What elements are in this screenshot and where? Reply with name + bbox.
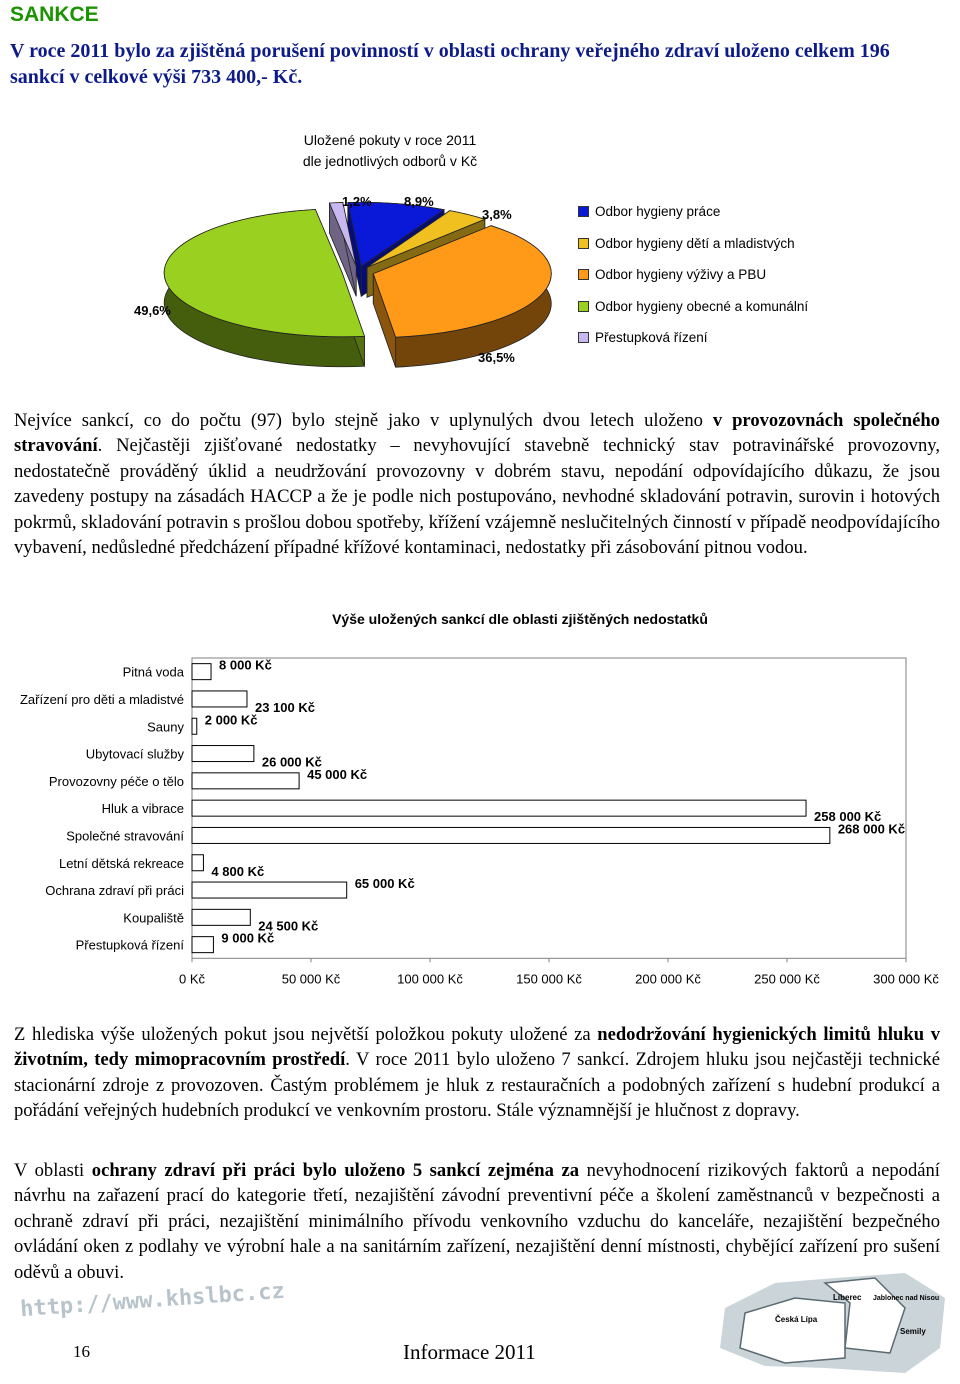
legend-swatch	[578, 269, 589, 280]
x-tick-label: 150 000 Kč	[516, 971, 582, 987]
legend-item	[578, 196, 808, 228]
footer-url: http://www.khslbc.cz	[19, 1278, 286, 1323]
data-label: 8 000 Kč	[219, 657, 272, 673]
x-tick-label: 300 000 Kč	[873, 971, 939, 987]
legend-label: Přestupková řízení	[595, 330, 708, 346]
pie-chart-subtitle: dle jednotlivých odborů v Kč	[302, 153, 478, 169]
data-label: 45 000 Kč	[307, 766, 368, 782]
bar	[192, 691, 247, 707]
bar	[192, 937, 213, 953]
pie-label-hygiena-prace: 8,9%	[404, 194, 434, 209]
legend-label: Odbor hygieny dětí a mladistvých	[595, 235, 795, 251]
data-label: 268 000 Kč	[837, 821, 906, 837]
legend-label: Odbor hygieny výživy a PBU	[595, 267, 767, 283]
paragraph-text: V oblasti	[14, 1160, 92, 1181]
pie-legend	[578, 196, 808, 354]
x-tick-label: 250 000 Kč	[754, 971, 820, 987]
map-label: Česká Lípa	[775, 1315, 818, 1324]
data-label: 65 000 Kč	[354, 876, 415, 892]
legend-label: Odbor hygieny práce	[595, 204, 721, 220]
page-title: SANKCE	[10, 3, 99, 26]
bar	[192, 855, 203, 871]
data-label: 258 000 Kč	[814, 809, 882, 825]
paragraph-hluk	[14, 1022, 940, 1124]
category-label: Sauny	[147, 719, 184, 735]
paragraph-text: Z hlediska výše uložených pokut jsou největší položkou pokuty uložené za	[14, 1024, 598, 1045]
page-number: 16	[73, 1342, 90, 1361]
pie-label-deti: 3,8%	[482, 207, 512, 222]
x-tick-label: 200 000 Kč	[635, 971, 701, 987]
paragraph-emphasis: v provozovnách společného stravování	[14, 410, 940, 457]
bar-chart	[0, 640, 960, 990]
category-label: Letní dětská rekreace	[58, 855, 184, 871]
paragraph-stravovani	[14, 408, 940, 560]
category-label: Koupaliště	[123, 910, 184, 926]
bar	[192, 909, 250, 925]
legend-swatch	[578, 301, 589, 312]
category-label: Provozovny péče o tělo	[48, 773, 184, 789]
map-label: Liberec	[833, 1293, 862, 1302]
paragraph-text: . Nejčastěji zjišťované nedostatky – nevyhovující stavebně technický stav potravinářské provozovny, nedostatečně prováděný úklid a neudržování provozovny v dobrém stavu, nepodání odpovídajícího důkazu, že jsou zavedeny postupy na zásadách HACCP a že je podle nich postupováno, nevhodné skladování potravin, surovin i hotových pokrmů, skladování potravin s prošlou dobou spotřeby, křížení vzájemně neslučitelných činností v případě neodpovídajícího vybavení, nedůsledné předcházení případné křížové kontaminaci, nedostatky při zásobování pitnou vodou.	[14, 435, 940, 559]
map-label: Jablonec nad Nisou	[873, 1295, 940, 1302]
x-tick-label: 50 000 Kč	[281, 971, 341, 987]
data-label: 9 000 Kč	[221, 930, 275, 946]
paragraph-text: nevyhodnocení rizikových faktorů a nepodání návrhu na zařazení prací do kategorie třetí, nezajištění závodní preventivní péče a školení zaměstnanců v bezpečnosti a ochraně zdraví při práci, nezajištění minimálního přívodu venkovního vzduchu do kanceláře, nezajištění bezpečného ovládání oken z podlahy ve výrobní hale a na sanitárním zařízení, nezajištění denní místnosti, chybějící zařízení pro sušení oděvů a obuvi.	[14, 1160, 940, 1283]
pie-chart-title: Uložené pokuty v roce 2011	[303, 132, 477, 148]
pie-label-obecne: 49,6%	[134, 303, 171, 318]
legend-item	[578, 322, 808, 354]
data-label: 2 000 Kč	[204, 712, 258, 728]
data-label: 26 000 Kč	[261, 754, 322, 770]
category-label: Společné stravování	[66, 828, 184, 844]
bar-chart-title: Výše uložených sankcí dle oblasti zjištěných nedostatků	[332, 611, 708, 627]
region-map-icon	[705, 1268, 955, 1378]
bar	[192, 718, 197, 734]
category-label: Zařízení pro děti a mladistvé	[19, 691, 184, 707]
bar	[192, 664, 211, 680]
category-label: Pitná voda	[122, 664, 184, 680]
data-label: 23 100 Kč	[254, 699, 315, 715]
bar	[192, 773, 299, 789]
bar	[192, 746, 254, 762]
x-tick-label: 100 000 Kč	[397, 971, 463, 987]
category-label: Ubytovací služby	[85, 746, 184, 762]
category-label: Ochrana zdraví při práci	[45, 883, 184, 899]
footer-info: Informace 2011	[403, 1340, 536, 1364]
data-label: 24 500 Kč	[258, 918, 319, 934]
paragraph-text: Nejvíce sankcí, co do počtu (97) bylo stejně jako v uplynulých dvou letech uloženo	[14, 410, 713, 431]
legend-item	[578, 228, 808, 260]
paragraph-text: . V roce 2011 bylo uloženo 7 sankcí. Zdrojem hluku jsou nejčastěji technické stacionární zdroje z provozoven. Častým problémem je hluk z restauračních a podobných zařízení s hudební produkcí a pořádání veřejných hudebních produkcí ve venkovním prostoru. Stále významnější je hlučnost z dopravy.	[14, 1049, 940, 1122]
intro-text: V roce 2011 bylo za zjištěná porušení povinností v oblasti ochrany veřejného zdraví uloženo celkem 196 sankcí v celkové výši 733 400,- Kč.	[10, 40, 890, 88]
category-label: Hluk a vibrace	[101, 801, 184, 817]
bar	[192, 800, 806, 816]
pie-label-vyziva: 36,5%	[478, 350, 515, 365]
paragraph-emphasis: ochrany zdraví při práci bylo uloženo 5 sankcí zejména za	[91, 1160, 580, 1181]
category-label: Přestupková řízení	[75, 937, 184, 953]
paragraph-ochrana-prace	[14, 1158, 940, 1285]
bar	[192, 882, 347, 898]
legend-item	[578, 259, 808, 291]
legend-label: Odbor hygieny obecné a komunální	[595, 298, 809, 314]
data-label: 4 800 Kč	[211, 863, 265, 879]
legend-swatch	[578, 238, 589, 249]
pie-label-prestupkova: 1,2%	[342, 194, 372, 209]
x-tick-label: 0 Kč	[178, 971, 206, 987]
legend-swatch	[578, 332, 589, 343]
paragraph-emphasis: nedodržování hygienických limitů hluku v životním, tedy mimopracovním prostředí	[14, 1024, 940, 1071]
legend-swatch	[578, 206, 589, 217]
map-label: Semily	[900, 1327, 926, 1336]
pie-chart	[0, 0, 960, 400]
bar	[192, 827, 830, 843]
legend-item	[578, 291, 808, 323]
